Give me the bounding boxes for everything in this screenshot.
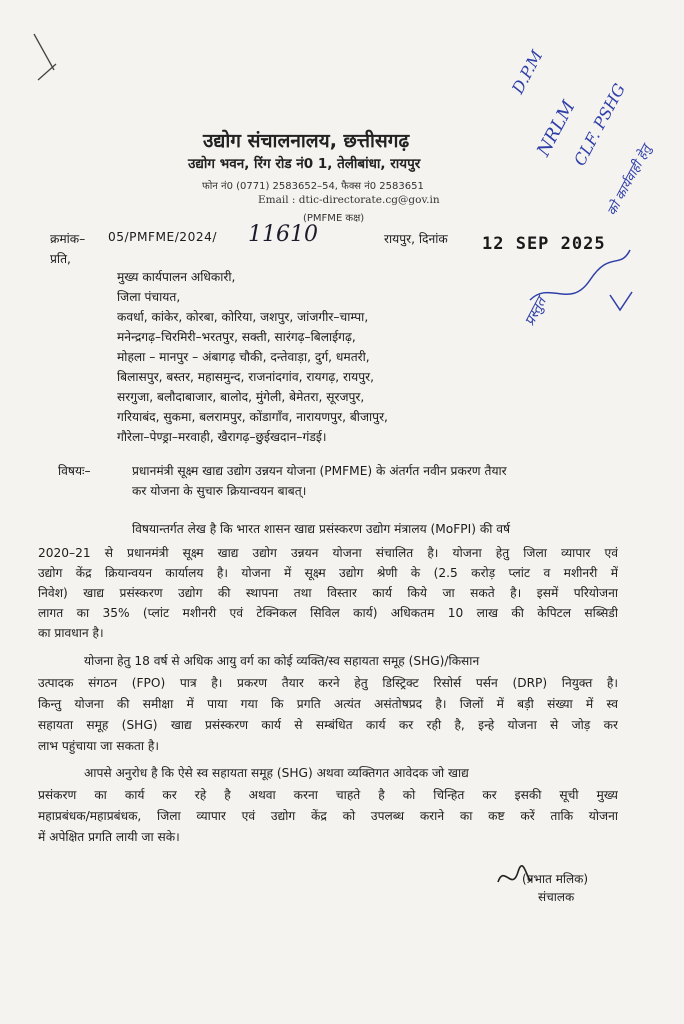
- para1-line: 2020–21 से प्रधानमंत्री सूक्ष्म खाद्य उद्योग उन्नयन योजना संचालित है। योजना हेतु जिला व्यापार एवं: [38, 546, 618, 560]
- district-line: बिलासपुर, बस्तर, महासमुन्द, राजनांदगांव, रायगढ़, रायपुर,: [117, 370, 375, 384]
- date-stamp: 12 SEP 2025: [482, 234, 606, 254]
- ref-number: 05/PMFME/2024/: [108, 230, 217, 244]
- para2-line: उत्पादक संगठन (FPO) पात्र है। प्रकरण तैयार करने हेतु डिस्ट्रिक्ट रिसोर्स पर्सन (DRP) नियुक्त है।: [38, 676, 618, 690]
- place-date-label: रायपुर, दिनांक: [384, 232, 448, 246]
- fold-mark: [30, 30, 60, 90]
- para2-line: योजना हेतु 18 वर्ष से अधिक आयु वर्ग का कोई व्यक्ति/स्व सहायता समूह (SHG)/किसान: [84, 654, 480, 668]
- para3-line: आपसे अनुरोध है कि ऐसे स्व सहायता समूह (SHG) अथवा व्यक्तिगत आवेदक जो खाद्य: [84, 766, 469, 780]
- district-line: कवर्धा, कांकेर, कोरबा, कोरिया, जशपुर, जांजगीर–चाम्पा,: [117, 310, 369, 324]
- office-address: उद्योग भवन, रिंग रोड नं0 1, तेलीबांधा, रायपुर: [188, 156, 421, 172]
- subject-line: कर योजना के सुचारु क्रियान्वयन बाबत्।: [132, 484, 307, 498]
- office-email: Email : dtic-directorate.cg@gov.in: [258, 194, 440, 206]
- note-dpm: D.P.M: [508, 47, 547, 97]
- para1-line: लागत का 35% (प्लांट मशीनरी एवं टेक्निकल सिविल कार्य) अधिकतम 10 लाख की केपिटल सब्सिडी: [38, 606, 618, 620]
- subject-label: विषयः–: [58, 464, 91, 478]
- recipient-designation: मुख्य कार्यपालन अधिकारी,: [117, 270, 236, 284]
- para1-line: विषयान्तर्गत लेख है कि भारत शासन खाद्य प्रसंस्करण उद्योग मंत्रालय (MoFPI) की वर्ष: [132, 522, 511, 536]
- note-nrlm: NRLM: [533, 97, 580, 160]
- note-action: को कार्यवाही हेतु: [604, 142, 655, 219]
- para2-line: किन्तु योजना की समीक्षा में पाया गया कि प्रगति अत्यंत असंतोषप्रद है। जिलों में बड़ी संख्या में स्व: [38, 697, 618, 711]
- office-title: उद्योग संचालनालय, छत्तीसगढ़: [203, 130, 410, 152]
- office-section: (PMFME कक्ष): [303, 213, 365, 224]
- para3-line: महाप्रबंधक/महाप्रबंधक, जिला व्यापार एवं उद्योग केंद्र को उपलब्ध कराने का कष्ट करें ताकि योजना: [38, 809, 618, 823]
- para3-line: में अपेक्षित प्रगति लायी जा सके।: [38, 830, 180, 844]
- note-clf: CLF. PSHG: [570, 80, 630, 169]
- signatory-name: (प्रभात मलिक): [522, 872, 589, 886]
- district-line: मनेन्द्रगढ़–चिरमिरी–भरतपुर, सक्ती, सारंगढ़–बिलाईगढ़,: [117, 330, 356, 344]
- para1-line: उद्योग केंद्र क्रियान्वयन कार्यालय है। योजना में सूक्ष्म उद्योग श्रेणी के (2.5 करोड़ प्लांट व मशीनरी में: [38, 566, 618, 580]
- ref-label: क्रमांक–: [50, 232, 86, 246]
- office-phone: फोन नं0 (0771) 2583652–54, फैक्स नं0 2583651: [202, 181, 424, 192]
- district-line: मोहला – मानपुर – अंबागढ़ चौकी, दन्तेवाड़ा, दुर्ग, धमतरी,: [117, 350, 370, 364]
- margin-scribble: [520, 240, 640, 320]
- district-line: सरगुजा, बलौदाबाजार, बालोद, मुंगेली, बेमेतरा, सूरजपुर,: [117, 390, 365, 404]
- para1-line: का प्रावधान है।: [38, 626, 104, 640]
- prati-label: प्रति,: [50, 252, 71, 266]
- handwritten-ref-number: 11610: [248, 222, 318, 247]
- district-line: गौरेला–पेण्ड्रा–मरवाही, खैरागढ़–छुईखदान–गंडई।: [117, 430, 327, 444]
- district-line: गरियाबंद, सुकमा, बलरामपुर, कोंडागाँव, नारायणपुर, बीजापुर,: [117, 410, 388, 424]
- subject-line: प्रधानमंत्री सूक्ष्म खाद्य उद्योग उन्नयन योजना (PMFME) के अंतर्गत नवीन प्रकरण तैयार: [132, 464, 507, 478]
- note-prastut: प्रस्तुत: [521, 295, 550, 329]
- para3-line: प्रसंकरण का कार्य कर रहे है अथवा करना चाहते है को चिन्हित कर इसकी सूची मुख्य: [38, 788, 618, 802]
- para1-line: निवेश) खाद्य प्रसंस्करण उद्योग की स्थापना तथा विस्तार कार्य किये जा सकते है। इसमें परियोजना: [38, 586, 618, 600]
- recipient-office: जिला पंचायत,: [117, 290, 181, 304]
- signatory-designation: संचालक: [538, 890, 575, 904]
- para2-line: लाभ पहुंचाया जा सकता है।: [38, 739, 159, 753]
- para2-line: सहायता समूह (SHG) खाद्य प्रसंस्करण कार्य से सम्बंधित कार्य कर रही है, इन्हे योजना से जोड़ कर: [38, 718, 618, 732]
